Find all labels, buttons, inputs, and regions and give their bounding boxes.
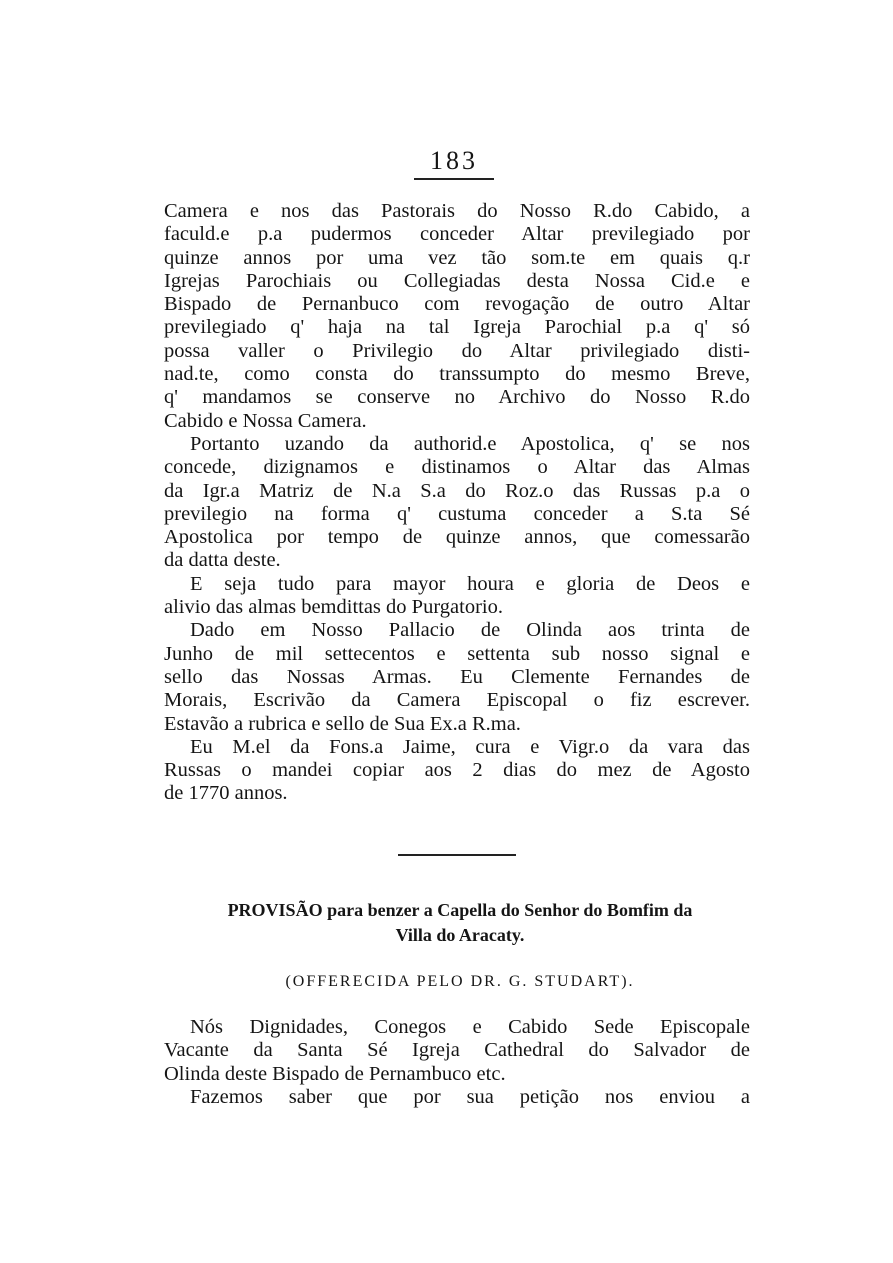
text-line: Russas o mandei copiar aos 2 dias do mez de Agosto <box>164 759 750 782</box>
text-line: Igrejas Parochiais ou Collegiadas desta Nossa Cid.e e <box>164 269 750 292</box>
text-line: concede, dizignamos e distinamos o Altar das Almas <box>164 456 750 479</box>
text-line: E seja tudo para mayor houra e gloria de Deos e <box>190 572 750 595</box>
text-line: Olinda deste Bispado de Pernambuco etc. <box>164 1062 506 1085</box>
text-line: Nós Dignidades, Conegos e Cabido Sede Episcopale <box>190 1016 750 1038</box>
section-subheading: (OFFERECIDA PELO DR. G. STUDART). <box>285 973 635 990</box>
text-line: Eu M.el da Fons.a Jaime, cura e Vigr.o da vara das <box>190 735 750 758</box>
paragraph-fazemos <box>164 1086 750 1109</box>
paragraph-continued <box>164 200 750 433</box>
page-number-rule <box>414 178 494 180</box>
paragraph-nos <box>164 1016 750 1086</box>
section-separator <box>398 854 516 856</box>
text-line: nad.te, como consta do transsumpto do mesmo Breve, <box>164 363 750 386</box>
text-line: Cabido e Nossa Camera. <box>164 409 367 432</box>
text-line: Dado em Nosso Pallacio de Olinda aos trinta de <box>190 619 750 642</box>
text-line: da Igr.a Matriz de N.a S.a do Roz.o das Russas p.a o <box>164 479 750 502</box>
text-line: q' mandamos se conserve no Archivo do Nosso R.do <box>164 386 750 409</box>
section-heading-continued: Villa do Aracaty. <box>395 925 525 945</box>
text-line: previlegio na forma q' custuma conceder a S.ta Sé <box>164 502 750 525</box>
paragraph-eu <box>164 736 750 806</box>
text-line: previlegiado q' haja na tal Igreja Parochial p.a q' só <box>164 316 750 339</box>
paragraph-portanto <box>164 433 750 573</box>
text-line: Estavão a rubrica e sello de Sua Ex.a R.ma. <box>164 712 521 735</box>
text-line: possa valler o Privilegio do Altar privilegiado disti- <box>164 339 750 362</box>
text-line: Morais, Escrivão da Camera Episcopal o fiz escrever. <box>164 689 750 712</box>
paragraph-dado <box>164 619 750 735</box>
text-line: alivio das almas bemdittas do Purgatorio. <box>164 596 503 619</box>
document-body-lower <box>164 1016 750 1109</box>
text-line: Portanto uzando da authorid.e Apostolica, q' se nos <box>190 432 750 455</box>
text-line: Apostolica por tempo de quinze annos, que comessarão <box>164 526 750 549</box>
text-line: Bispado de Pernanbuco com revogação de outro Altar <box>164 293 750 316</box>
document-body-upper <box>164 200 750 806</box>
paragraph-e-seja <box>164 573 750 620</box>
text-line: faculd.e p.a pudermos conceder Altar previlegiado por <box>164 223 750 246</box>
text-line: Camera e nos das Pastorais do Nosso R.do Cabido, a <box>164 200 750 222</box>
text-line: Junho de mil settecentos e settenta sub nosso signal e <box>164 642 750 665</box>
text-line: Vacante da Santa Sé Igreja Cathedral do Salvador de <box>164 1039 750 1062</box>
text-line: de 1770 annos. <box>164 782 288 805</box>
section-heading: PROVISÃO para benzer a Capella do Senhor do Bomfim da <box>227 900 693 920</box>
text-line: quinze annos por uma vez tão som.te em quais q.r <box>164 246 750 269</box>
text-line: da datta deste. <box>164 549 281 572</box>
text-line: Fazemos saber que por sua petição nos enviou a <box>190 1085 750 1108</box>
page-number: 183 <box>430 146 478 175</box>
text-line: sello das Nossas Armas. Eu Clemente Fernandes de <box>164 665 750 688</box>
